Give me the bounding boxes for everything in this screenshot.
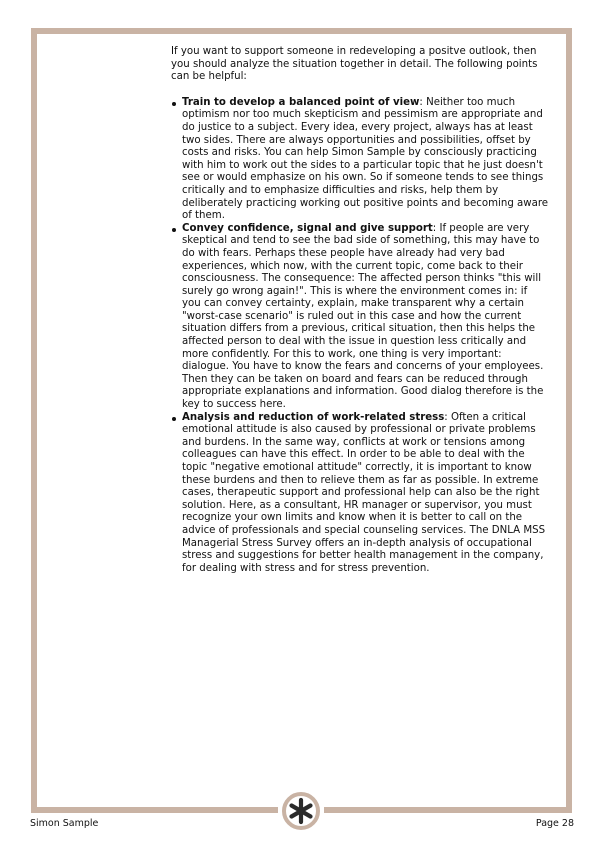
list-item (182, 412, 549, 576)
page-content (171, 46, 549, 575)
frame-bottom-left (31, 807, 278, 813)
point-body: : Neither too much optimism nor too much skepticism and pessimism are appropriate and do justice to a subject. Every idea, every project, always has at least two sides. There are always opportunities and possibilities, offset by costs and risks. You can help Simon Sample by consciously practicing with him to work out the sides to a particular topic that he just doesn't see or would emphasize on his own. So if someone tends to see things critically and to emphasize difficulties and risks, help them by deliberately practicing working out positive points and becoming aware of them. (182, 96, 549, 222)
point-body: : Often a critical emotional attitude is also caused by professional or private problems and burdens. In the same way, conflicts at work or tensions among colleagues can have this effect. In order to be able to deal with the topic "negative emotional attitude" correctly, it is important to know these burdens and then to relieve them as far as possible. In extreme cases, therapeutic support and professional help can also be the right solution. Here, as a consultant, HR manager or supervisor, you must recognize your own limits and know when it is better to call on the advice of professionals and special counseling services. The DNLA MSS Managerial Stress Survey offers an in-depth analysis of occupational stress and suggestions for better health management in the company, for dealing with stress and for stress prevention. (182, 411, 546, 574)
points-list (171, 97, 549, 576)
footer-author-name: Simon Sample (30, 818, 99, 829)
footer-page-number: Page 28 (535, 818, 574, 829)
asterisk-logo-icon (281, 791, 321, 831)
list-item (182, 223, 549, 412)
point-title: Convey confidence, signal and give support (182, 222, 433, 234)
list-item (182, 97, 549, 223)
point-body: : If people are very skeptical and tend to see the bad side of something, this may have to do with fears. Perhaps these people have already had very bad experiences, which now, with the current topic, come back to their consciousness. The consequence: The affected person thinks "this will surely go wrong again!". This is where the environment comes in: if you can convey certainty, explain, make transparent why a certain "worst-case scenario" is ruled out in this case and how the current situation differs from a previous, critical situation, then this helps the affected person to deal with the issue in question less critically and more confidently. For this to work, one thing is very important: dialogue. You have to know the fears and concerns of your employees. Then they can be taken on board and fears can be reduced through appropriate explanations and information. Good dialog therefore is the key to success here. (182, 222, 544, 411)
point-title: Analysis and reduction of work-related stress (182, 411, 445, 423)
point-title: Train to develop a balanced point of view (182, 96, 420, 108)
intro-paragraph: If you want to support someone in redeveloping a positve outlook, then you should analyze the situation together in detail. The following points can be helpful: (171, 46, 538, 83)
frame-bottom-right (324, 807, 572, 813)
